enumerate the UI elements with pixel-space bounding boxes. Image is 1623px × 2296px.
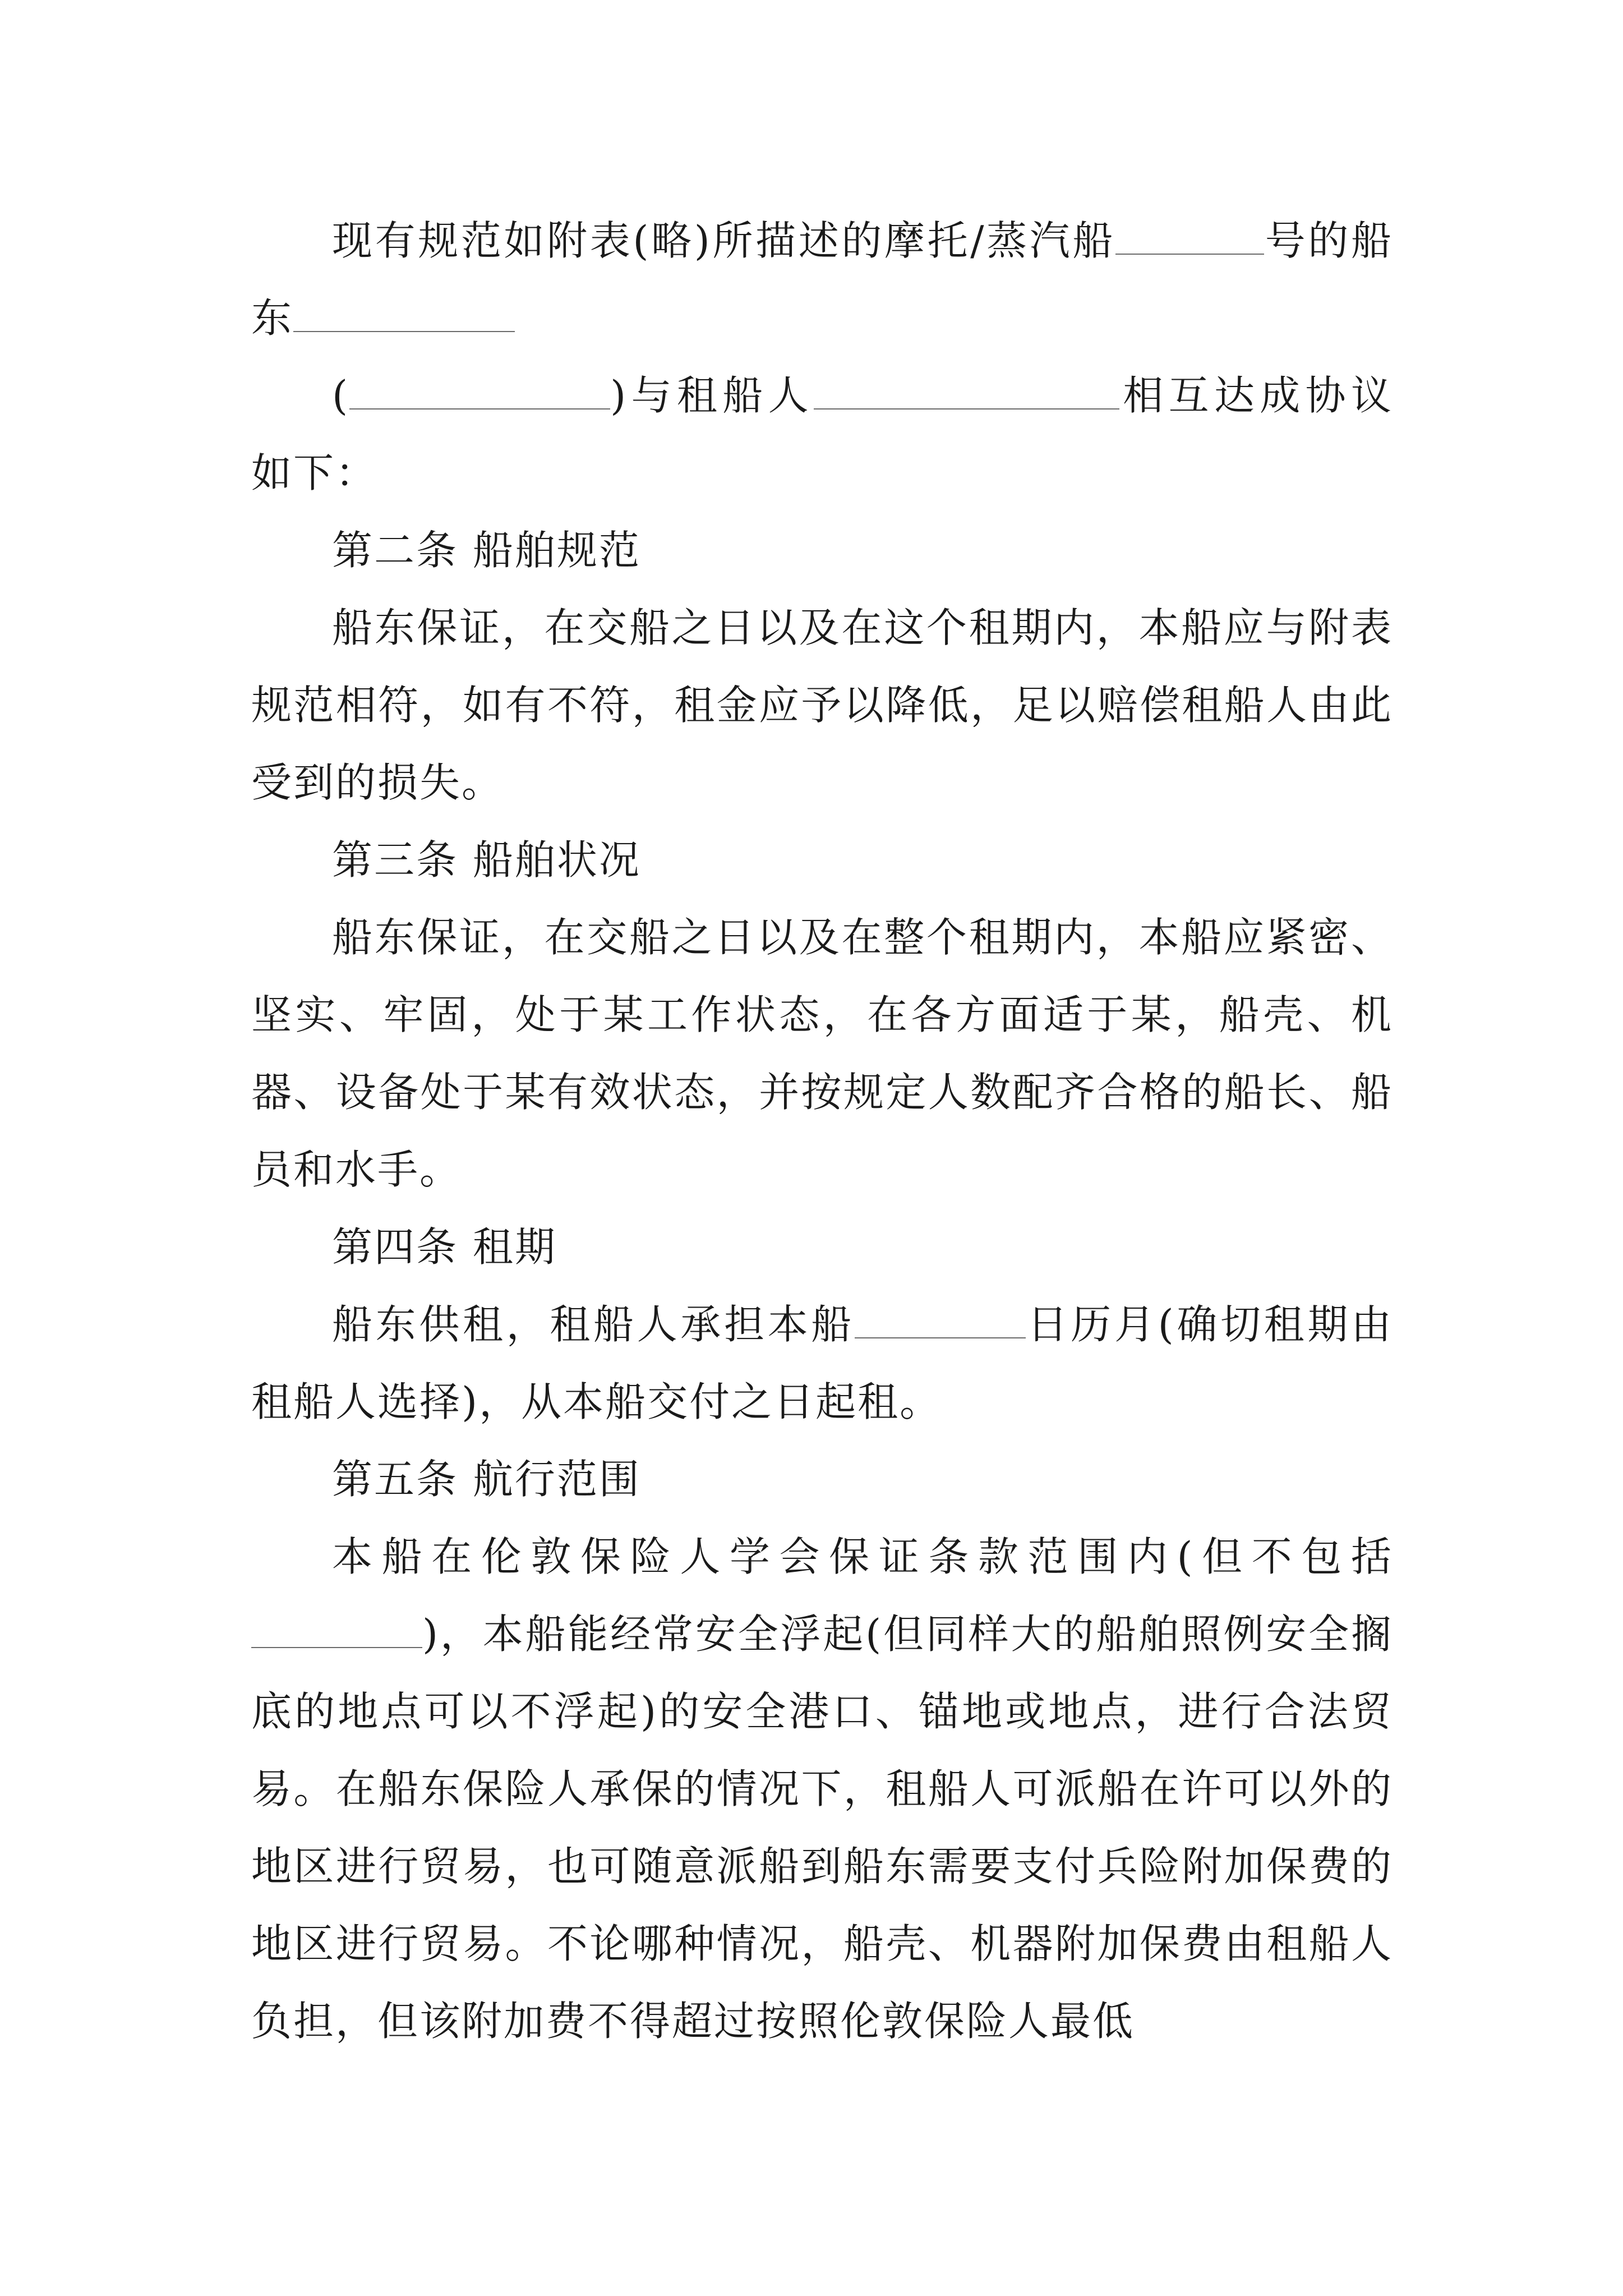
parties-paragraph	[251, 357, 1393, 512]
article5-heading: 第五条 航行范围	[332, 1456, 641, 1503]
article2-body: 船东保证，在交船之日以及在这个租期内，本船应与附表规范相符，如有不符，租金应予以降低，足以赔偿租船人由此受到的损失。	[251, 604, 1393, 806]
document-body	[251, 202, 1393, 2060]
article2-heading: 第二条 船舶规范	[332, 527, 641, 574]
intro-line2-text: 船东	[251, 217, 1393, 342]
shipowner-name-blank	[293, 293, 515, 332]
article4-body-end: 日历月(确切租期由租船人选择)，从本船交付之日起租。	[251, 1301, 1393, 1425]
article5-body-start: 本船在伦敦保险人学会保证条款范围内(但不包括	[332, 1533, 1393, 1580]
party-open-paren: (	[332, 372, 350, 419]
article4-body	[251, 1286, 1393, 1441]
intro-line1-suffix: 号的	[1264, 217, 1351, 264]
article3-body: 船东保证，在交船之日以及在整个租期内，本船应紧密、坚实、牢固，处于某工作状态，在各方面适于某，船壳、机器、设备处于某有效状态，并按规定人数配齐合格的船长、船员和水手。	[251, 914, 1393, 1193]
intro-line1-text: 现有规范如附表(略)所描述的摩托/蒸汽船	[332, 217, 1116, 264]
intro-line4-text: 如下：	[251, 449, 378, 496]
shipowner-address-blank	[349, 370, 610, 409]
article5-body	[251, 1518, 1393, 2060]
intro-paragraph	[251, 202, 1393, 357]
article5-body-end: )，本船能经常安全浮起(但同样大的船舶照例安全搁底的地点可以不浮起)的安全港口、锚地或地点，进行合法贸易。在船东保险人承保的情况下，租船人可派船在许可以外的地区进行贸易，也可随意派船到船东需要支付兵险附加保费的地区进行贸易。不论哪种情况，船壳、机器附加保费由租船人负担，但该附加费不得超过按照伦敦保险人最低	[251, 1611, 1393, 2045]
article4-heading: 第四条 租期	[332, 1223, 557, 1271]
charterer-name-blank	[814, 370, 1119, 409]
article3-heading: 第三条 船舶状况	[332, 836, 641, 884]
excluded-areas-blank	[251, 1609, 422, 1648]
party-close-text: )与租船人	[610, 372, 814, 419]
charter-months-blank	[855, 1299, 1026, 1338]
vessel-name-blank	[1115, 215, 1264, 255]
article4-body-start: 船东供租，租船人承担本船	[332, 1301, 855, 1348]
party-suffix: 相互达成协议	[1119, 372, 1393, 419]
